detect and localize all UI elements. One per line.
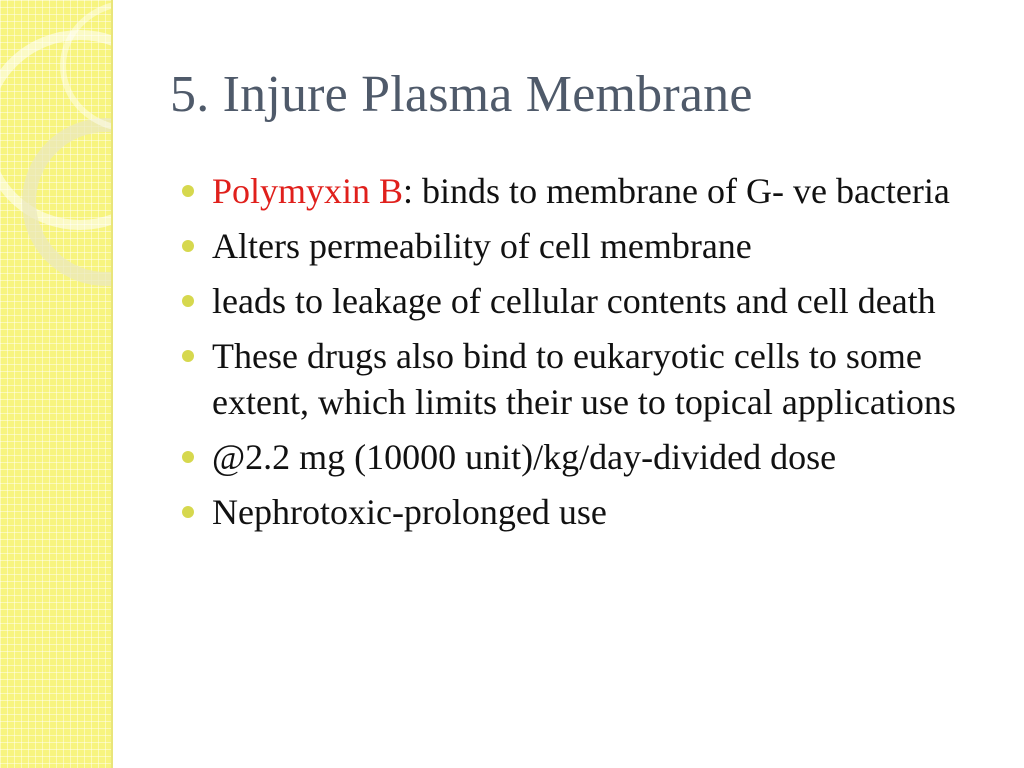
bullet-text: : binds to membrane of G- ve bacteria bbox=[403, 171, 950, 211]
bullet-item-eukaryotic bbox=[182, 333, 1002, 425]
bullet-item-permeability bbox=[182, 223, 1002, 269]
bullet-item-nephrotoxic bbox=[182, 489, 1002, 535]
decorative-side-band bbox=[0, 0, 113, 768]
bullet-list bbox=[182, 168, 1002, 544]
bullet-dot-icon bbox=[182, 451, 194, 463]
bullet-dot-icon bbox=[182, 295, 194, 307]
bullet-dot-icon bbox=[182, 240, 194, 252]
bullet-dot-icon bbox=[182, 185, 194, 197]
bullet-item-polymyxin bbox=[182, 168, 1002, 214]
slide-title: 5. Injure Plasma Membrane bbox=[170, 66, 753, 123]
bullet-text: leads to leakage of cellular contents and cell death bbox=[212, 281, 936, 321]
highlight-term: Polymyxin B bbox=[212, 171, 404, 211]
bullet-text: Nephrotoxic-prolonged use bbox=[212, 492, 607, 532]
bullet-dot-icon bbox=[182, 506, 194, 518]
bullet-text: @2.2 mg (10000 unit)/kg/day-divided dose bbox=[212, 437, 837, 477]
bullet-text: These drugs also bind to eukaryotic cells to some extent, which limits their use to topical applications bbox=[212, 336, 956, 422]
bullet-item-leakage bbox=[182, 278, 1002, 324]
bullet-text: Alters permeability of cell membrane bbox=[212, 226, 752, 266]
bullet-dot-icon bbox=[182, 350, 194, 362]
bullet-item-dose bbox=[182, 434, 1002, 480]
